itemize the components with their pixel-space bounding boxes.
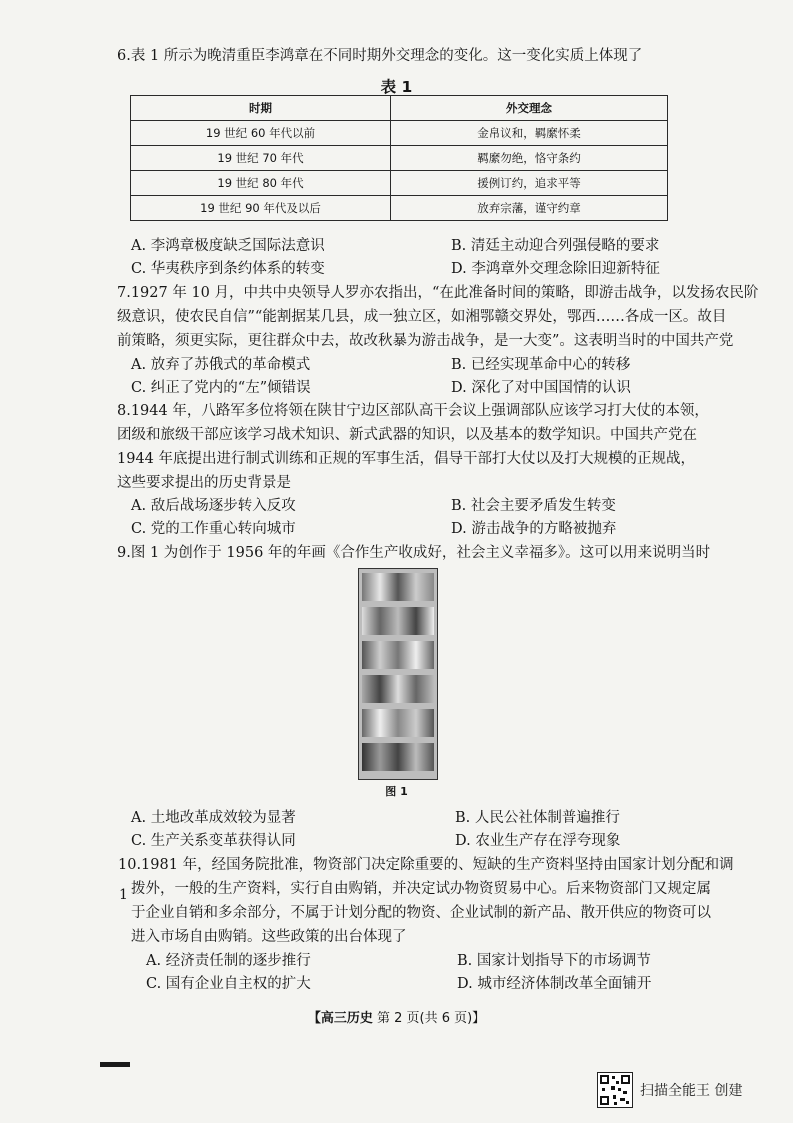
painting-panel <box>362 607 434 635</box>
q9-option-c: C. 生产关系变革获得认同 <box>131 833 296 849</box>
q8-line: 8.1944 年，八路军多位将领在陕甘宁边区部队高干会议上强调部队应该学习打大仗的本领， <box>117 403 709 419</box>
q8-line: 团级和旅级干部应该学习战术知识、新式武器的知识，以及基本的数学知识。中国共产党在 <box>117 427 697 443</box>
q8-option-c: C. 党的工作重心转向城市 <box>131 521 296 537</box>
table-title: 表 1 <box>380 78 413 96</box>
q8-option-a: A. 敌后战场逐步转入反攻 <box>131 498 296 514</box>
q10-line: 进入市场自由购销。这些政策的出台体现了 <box>131 929 407 945</box>
table-header: 外交理念 <box>391 96 668 121</box>
q10-line: 拨外，一般的生产资料，实行自由购销，并决定试办物资贸易中心。后来物资部门又规定属 <box>131 881 711 897</box>
painting-panel <box>362 675 434 703</box>
q10-option-a: A. 经济责任制的逐步推行 <box>146 953 311 969</box>
q10-line: 于企业自销和多余部分，不属于计划分配的物资、企业试制的新产品、散开供应的物资可以 <box>131 905 711 921</box>
footer-page: 第 2 页(共 6 页)】 <box>376 1011 486 1026</box>
q7-option-d: D. 深化了对中国国情的认识 <box>451 380 631 396</box>
painting-panel <box>362 641 434 669</box>
q6-option-c: C. 华夷秩序到条约体系的转变 <box>131 261 325 277</box>
table-row <box>131 121 668 146</box>
q6-stem: 6.表 1 所示为晚清重臣李鸿章在不同时期外交理念的变化。这一变化实质上体现了 <box>117 48 643 64</box>
q9-option-a: A. 土地改革成效较为显著 <box>131 810 296 826</box>
q8-option-b: B. 社会主要矛盾发生转变 <box>451 498 616 514</box>
table-diplomacy <box>130 95 668 221</box>
qr-code-icon <box>597 1072 633 1108</box>
table-cell: 放弃宗藩，谨守约章 <box>391 196 668 221</box>
q10-option-b: B. 国家计划指导下的市场调节 <box>457 953 651 969</box>
table-row <box>131 196 668 221</box>
table-header-row <box>131 96 668 121</box>
q10-option-c: C. 国有企业自主权的扩大 <box>146 976 311 992</box>
footer-subject: 【高三历史 <box>307 1011 373 1026</box>
table-cell: 19 世纪 60 年代以前 <box>131 121 391 146</box>
table-cell: 19 世纪 90 年代及以后 <box>131 196 391 221</box>
q7-line: 级意识，使农民自信”“能割据某几县，成一独立区，如湘鄂赣交界处，鄂西……各成一区。故目 <box>117 309 727 325</box>
painting-panel <box>362 573 434 601</box>
painting-panel <box>362 709 434 737</box>
q7-option-c: C. 纠正了党内的“左”倾错误 <box>131 380 311 396</box>
q9-option-d: D. 农业生产存在浮夸现象 <box>455 833 621 849</box>
table-header: 时期 <box>131 96 391 121</box>
q8-line: 1944 年底提出进行制式训练和正规的军事生活，倡导干部打大仗以及打大规模的正规战， <box>117 451 696 467</box>
table-cell: 19 世纪 70 年代 <box>131 146 391 171</box>
page-footer <box>0 1007 793 1026</box>
q6-option-b: B. 清廷主动迎合列强侵略的要求 <box>451 238 660 254</box>
q7-option-b: B. 已经实现革命中心的转移 <box>451 357 631 373</box>
painting-panel <box>362 743 434 771</box>
q9-option-b: B. 人民公社体制普遍推行 <box>455 810 620 826</box>
scanner-watermark: 扫描全能王 创建 <box>640 1083 743 1099</box>
q6-option-a: A. 李鸿章极度缺乏国际法意识 <box>131 238 325 254</box>
figure-caption: 图 1 <box>385 785 408 798</box>
margin-mark: 1 <box>119 887 128 903</box>
q7-line: 前策略，须更实际，更往群众中去，故改秋暴为游击战争，是一大变”。这表明当时的中国共产党 <box>117 333 734 349</box>
scan-smudge <box>100 1062 130 1067</box>
q6-option-d: D. 李鸿章外交理念除旧迎新特征 <box>451 261 660 277</box>
q8-option-d: D. 游击战争的方略被抛弃 <box>451 521 617 537</box>
q8-line: 这些要求提出的历史背景是 <box>117 475 291 491</box>
q10-option-d: D. 城市经济体制改革全面铺开 <box>457 976 652 992</box>
q10-line: 10.1981 年，经国务院批准，物资部门决定除重要的、短缺的生产资料坚持由国家计划分配和调 <box>118 857 734 873</box>
table-row <box>131 146 668 171</box>
table-cell: 援例订约，追求平等 <box>391 171 668 196</box>
table-cell: 19 世纪 80 年代 <box>131 171 391 196</box>
table-row <box>131 171 668 196</box>
q9-stem: 9.图 1 为创作于 1956 年的年画《合作生产收成好，社会主义幸福多》。这可以用来说明当时 <box>117 545 711 561</box>
table-cell: 金帛议和，羁縻怀柔 <box>391 121 668 146</box>
q7-option-a: A. 放弃了苏俄式的革命模式 <box>131 357 311 373</box>
table-cell: 羁縻勿绝，恪守条约 <box>391 146 668 171</box>
q7-line: 7.1927 年 10 月，中共中央领导人罗亦农指出，“在此准备时间的策略，即游击战争，以发扬农民阶 <box>117 285 759 301</box>
new-year-painting-figure <box>358 568 438 780</box>
